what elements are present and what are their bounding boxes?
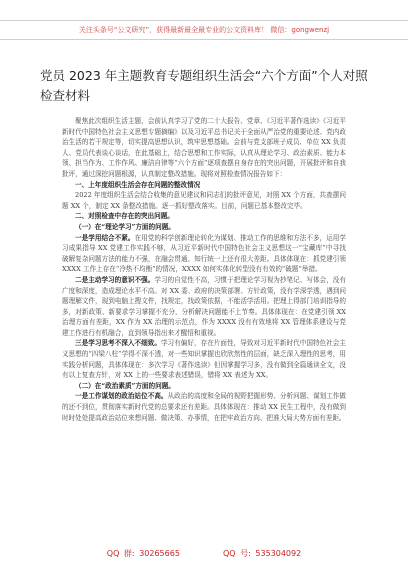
issue-lead-1: 一是学用结合不紧。 <box>75 233 135 242</box>
qq-group-label: QQ 群: <box>106 549 135 558</box>
promo-banner-text: 关注头条号“公文研究”，获得最新最全最专业的公文资料库！ 微信：gongwenzj <box>78 26 330 34</box>
document-title: 党员 2023 年主题教育专题组织生活会“六个方面”个人对照检查材料 <box>40 68 368 103</box>
issue-text-4: 从政治的高度和全局的视野把握形势、分析问题、谋划工作做的还不到位，贯彻落实新时代党的总要求还有差距。具体体现在：推动 XX 民生工程中，没有做到时时处处提高政治站位来想问题、做决策、办事情，在把牢政治方向、把准大局大势方面有差距。 <box>62 392 347 422</box>
section-heading-2: 二、对照检查中存在的突出问题。 <box>75 212 174 221</box>
issue-lead-4: 一是工作谋划的政治站位不高。 <box>75 392 168 401</box>
issue-paragraph-2 <box>62 275 346 339</box>
issue-text-1: 在用党的科学创新理论转化为谋划、推动工作的思维和方法不多，运用学习成果指导 XX 党建工作实践不够，从习近平新时代中国特色社会主义思想这一“宝藏库”中寻找破解复杂问题方法的能力不强，在融会贯通、知行统一上还有很大差距。具体体现在：抓党建引领 XXXX 工作上存在“冷热不均衡”的情况，XXXX 如何实体化转型没有有效的“破题”举措。 <box>62 233 347 274</box>
document-body <box>62 116 346 423</box>
intro-paragraph: 聚焦此次组织生活主题，会前认真学习了党的二十大报告、党章、《习近平著作选读》《习近平新时代中国特色社会主义思想专题摘编》以及习近平总书记关于全面从严治党的重要论述、党内政治生活的若干规定等，切实提高思想认识，筑牢思想基础。会前与党支部班子成员、单位 XX 负责人、党员代表谈心谈话，在此基础上，结合思想和工作实际，认真从理论学习、政治素质、能力本领、担当作为、工作作风、廉洁自律等“六个方面”逐项查摆自身存在的突出问题，开展批评和自我批评，通过深挖问题根源，认真制定整改措施。现将对照检查情况报告如下： <box>62 117 346 178</box>
issue-text-2: 学习的自觉性不高，习惯于把理论学习视为抄笔记、写体会，没有广度和深度，造成理论水平不高。对 XX 委、政府的决策部署、方针政策，没有学深学透，遇到问题理解文件，现到电脑上搜文件，找规定，找政策依据，不能活学活用。把理上得部门培训指导的多，对新政策、新要求学习掌握不充分，分析解决问题能不上节奏。具体体现在：在党建引领 XX 治理方面有差距，XX 作为 XX 治理的示范点，作为 XXXX 没有有效地将 XX 管理体系建设与党建工作进行有机融合，直到领导指出来才醒悟和重视。 <box>62 275 347 337</box>
qq-number-label: QQ 号: <box>223 549 251 558</box>
promo-banner <box>0 20 408 40</box>
issue-paragraph-4 <box>62 391 346 423</box>
contact-footer <box>0 548 408 559</box>
issue-paragraph-3 <box>62 338 346 380</box>
section-1-paragraph: 2022 年度组织生活会结合收集的意见建议和同志们的批评意见，对照 XX 个方面，共查摆问题 XX 个，制定 XX 条整改措施。逐一抓好整改落实。目前，问题已基本整改完毕。 <box>62 191 346 210</box>
subsection-heading-political: （二）在“政治素质”方面的问题。 <box>75 381 175 390</box>
issue-paragraph-1 <box>62 233 346 275</box>
qq-group-number: 30265665 <box>139 549 180 558</box>
issue-lead-2: 二是主动学习的意识不强。 <box>75 275 155 284</box>
subsection-heading-theory: （一）在“理论学习”方面的问题。 <box>75 222 175 231</box>
issue-text-3: 学习有偏好，存在片面性，导致对习近平新时代中国特色社会主义思想的“四梁八柱”学得不深不透，对一些知识掌握也欣欣然性的层面，缺乏深入理性的思考，用实践分析问题，具体体现在：多次学习《著作选读》但因掌握学习多，没有做到全篇通读全文，没有以上复查方针，对 XX 上的一些要求表述错误，错将 XX 表述为 XX。 <box>62 339 347 380</box>
issue-lead-3: 三是学习思考不深入不细致。 <box>75 339 161 348</box>
section-heading-1: 一、上年度组织生活会存在问题的整改情况 <box>75 180 201 189</box>
qq-number: 535304092 <box>255 549 302 558</box>
